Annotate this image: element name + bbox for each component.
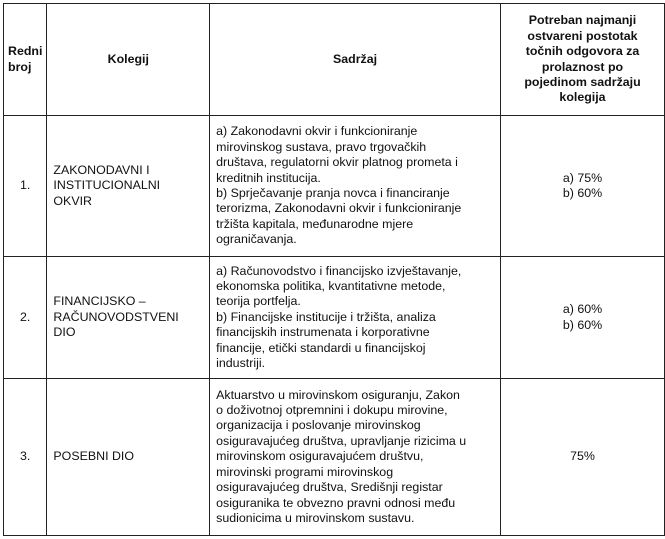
header-content: Sadržaj [210,4,501,116]
row-number: 2. [4,257,47,379]
row-course: ZAKONODAVNI I INSTITUCIONALNI OKVIR [47,116,210,257]
row-number: 1. [4,116,47,257]
row-number: 3. [4,379,47,536]
table-row [4,116,665,257]
header-course: Kolegij [47,4,210,116]
row-course: POSEBNI DIO [47,379,210,536]
row-content: Aktuarstvo u mirovinskom osiguranju, Zakon o doživotnoj otpremnini i dokupu mirovine, organizacija i poslovanje mirovinskog osiguravajućeg društva, upravljanje rizicima u mirovinskom osiguravajućem društvu, mirovinski programi mirovinskog osiguravajućeg društva, Središnji registar osiguranika te obvezno pravni odnosi među sudionicima u mirovinskom sustavu. [210,379,501,536]
table-row [4,379,665,536]
row-content: a) Zakonodavni okvir i funkcioniranje mirovinskog sustava, pravo trgovačkih društava, regulatorni okvir platnog prometa i kreditnih institucija. b) Sprječavanje pranja novca i financiranje terorizma, Zakonodavni okvir i funkcioniranje tržišta kapitala, međunarodne mjere ograničavanja. [210,116,501,257]
header-number: Redni broj [4,4,47,116]
table-row [4,257,665,379]
header-row [4,4,665,116]
row-course: FINANCIJSKO – RAČUNOVODSTVENI DIO [47,257,210,379]
exam-requirements-table [3,3,665,536]
row-content: a) Računovodstvo i financijsko izvještavanje, ekonomska politika, kvantitativne metode, teorija portfelja. b) Financijske institucije i tržišta, analiza financijskih instrumenata i korporativne financije, etički standardi u financijskoj industriji. [210,257,501,379]
row-threshold: a) 60% b) 60% [500,257,664,379]
header-threshold: Potreban najmanji ostvareni postotak točnih odgovora za prolaznost po pojedinom sadržaju kolegija [500,4,664,116]
row-threshold: a) 75% b) 60% [500,116,664,257]
row-threshold: 75% [500,379,664,536]
